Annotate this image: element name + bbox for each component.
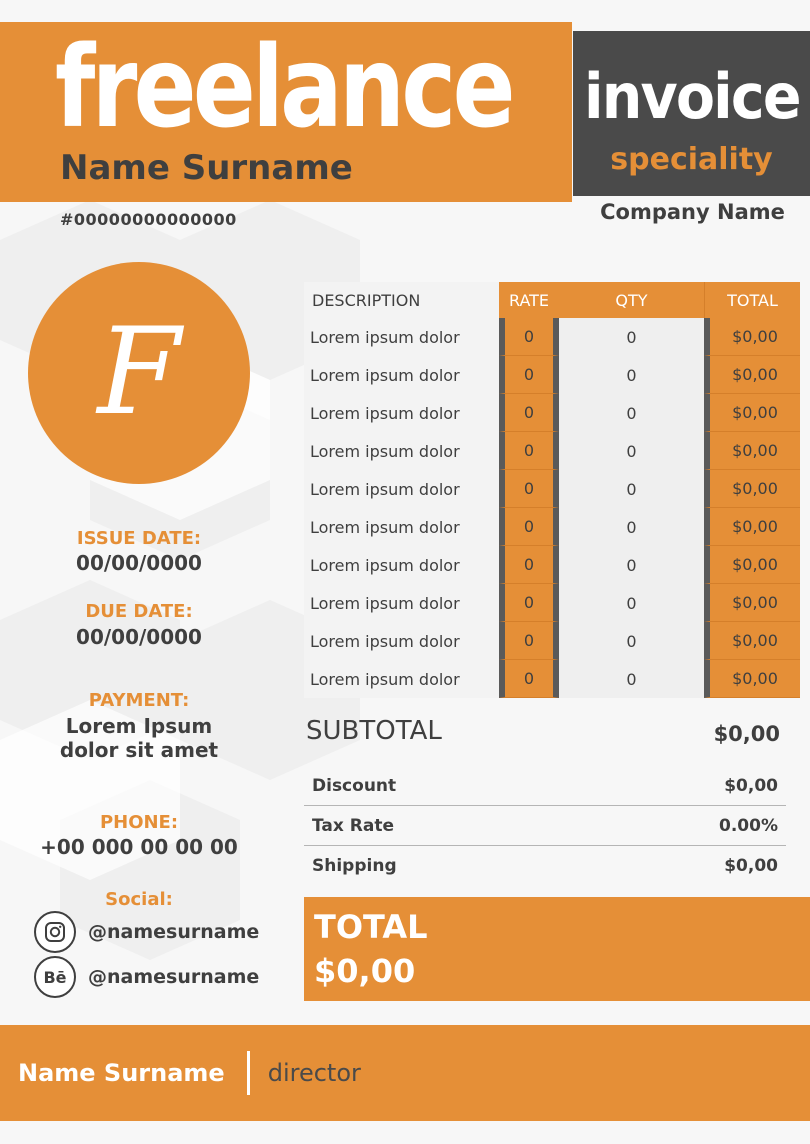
tax-label: Tax Rate — [312, 815, 394, 836]
table-header — [304, 282, 800, 318]
row-description: Lorem ipsum dolor — [304, 356, 499, 394]
row-qty: 0 — [559, 584, 704, 622]
header-qty: QTY — [559, 282, 704, 318]
header-name: Name Surname — [60, 148, 353, 188]
row-rate: 0 — [499, 508, 559, 546]
phone-label: PHONE: — [99, 812, 179, 833]
footer-role: director — [267, 1059, 361, 1087]
payment-line-2: dolor sit amet — [59, 738, 219, 762]
row-rate: 0 — [499, 432, 559, 470]
row-rate: 0 — [499, 318, 559, 356]
due-date-value: 00/00/0000 — [76, 625, 202, 649]
table-row — [304, 432, 800, 470]
row-description: Lorem ipsum dolor — [304, 546, 499, 584]
behance-handle: @namesurname — [88, 966, 260, 988]
tax-row — [304, 806, 786, 846]
row-description: Lorem ipsum dolor — [304, 660, 499, 698]
invoice-number: #00000000000000 — [60, 210, 237, 229]
discount-value: $0,00 — [724, 775, 778, 796]
header-rate: RATE — [499, 282, 559, 318]
row-rate: 0 — [499, 470, 559, 508]
row-qty: 0 — [559, 546, 704, 584]
instagram-icon — [34, 911, 76, 953]
row-total: $0,00 — [704, 508, 800, 546]
shipping-value: $0,00 — [724, 856, 778, 876]
row-qty: 0 — [559, 622, 704, 660]
table-body — [304, 318, 800, 698]
shipping-label: Shipping — [312, 856, 397, 876]
row-qty: 0 — [559, 356, 704, 394]
social-instagram[interactable] — [34, 911, 259, 953]
row-description: Lorem ipsum dolor — [304, 318, 499, 356]
total-box — [304, 897, 810, 1001]
header-title: freelance — [55, 23, 512, 153]
row-total: $0,00 — [704, 622, 800, 660]
subtotal-label: SUBTOTAL — [306, 716, 442, 746]
table-row — [304, 470, 800, 508]
payment-label: PAYMENT: — [88, 690, 190, 711]
table-row — [304, 622, 800, 660]
header-total: TOTAL — [704, 282, 800, 318]
row-total: $0,00 — [704, 660, 800, 698]
company-name: Company Name — [600, 200, 785, 224]
speciality-label: speciality — [610, 142, 773, 177]
row-qty: 0 — [559, 470, 704, 508]
row-qty: 0 — [559, 508, 704, 546]
due-date-label: DUE DATE: — [85, 601, 193, 622]
footer-divider — [247, 1051, 250, 1095]
row-total: $0,00 — [704, 546, 800, 584]
row-rate: 0 — [499, 584, 559, 622]
table-row — [304, 508, 800, 546]
row-qty: 0 — [559, 318, 704, 356]
subtotal-value: $0,00 — [713, 722, 780, 746]
footer-name: Name Surname — [18, 1059, 225, 1087]
row-qty: 0 — [559, 660, 704, 698]
shipping-row — [304, 846, 786, 886]
row-description: Lorem ipsum dolor — [304, 394, 499, 432]
row-rate: 0 — [499, 622, 559, 660]
logo-letter: F — [97, 303, 181, 442]
table-row — [304, 584, 800, 622]
row-total: $0,00 — [704, 432, 800, 470]
items-table — [304, 282, 800, 698]
row-qty: 0 — [559, 394, 704, 432]
table-row — [304, 660, 800, 698]
tax-value: 0.00% — [719, 815, 778, 836]
issue-date-label: ISSUE DATE: — [76, 528, 202, 549]
logo — [28, 262, 250, 484]
row-rate: 0 — [499, 546, 559, 584]
table-row — [304, 394, 800, 432]
row-rate: 0 — [499, 356, 559, 394]
instagram-handle: @namesurname — [88, 921, 260, 943]
row-rate: 0 — [499, 660, 559, 698]
table-row — [304, 356, 800, 394]
discount-row — [304, 766, 786, 806]
row-total: $0,00 — [704, 470, 800, 508]
payment-line-1: Lorem Ipsum — [65, 714, 213, 738]
row-total: $0,00 — [704, 394, 800, 432]
invoice-title: invoice — [584, 60, 800, 133]
header-description: DESCRIPTION — [304, 282, 499, 318]
row-rate: 0 — [499, 394, 559, 432]
phone-value: +00 000 00 00 00 — [40, 835, 238, 859]
row-description: Lorem ipsum dolor — [304, 432, 499, 470]
social-behance[interactable] — [34, 956, 259, 998]
row-total: $0,00 — [704, 356, 800, 394]
row-description: Lorem ipsum dolor — [304, 508, 499, 546]
total-label: TOTAL — [314, 908, 428, 946]
discount-label: Discount — [312, 775, 397, 796]
row-total: $0,00 — [704, 584, 800, 622]
issue-date-value: 00/00/0000 — [76, 551, 202, 575]
footer — [0, 1025, 810, 1121]
row-total: $0,00 — [704, 318, 800, 356]
row-qty: 0 — [559, 432, 704, 470]
row-description: Lorem ipsum dolor — [304, 584, 499, 622]
social-label: Social: — [105, 889, 173, 910]
row-description: Lorem ipsum dolor — [304, 470, 499, 508]
table-row — [304, 318, 800, 356]
behance-icon: Bē — [34, 956, 76, 998]
row-description: Lorem ipsum dolor — [304, 622, 499, 660]
table-row — [304, 546, 800, 584]
total-value: $0,00 — [314, 952, 416, 990]
